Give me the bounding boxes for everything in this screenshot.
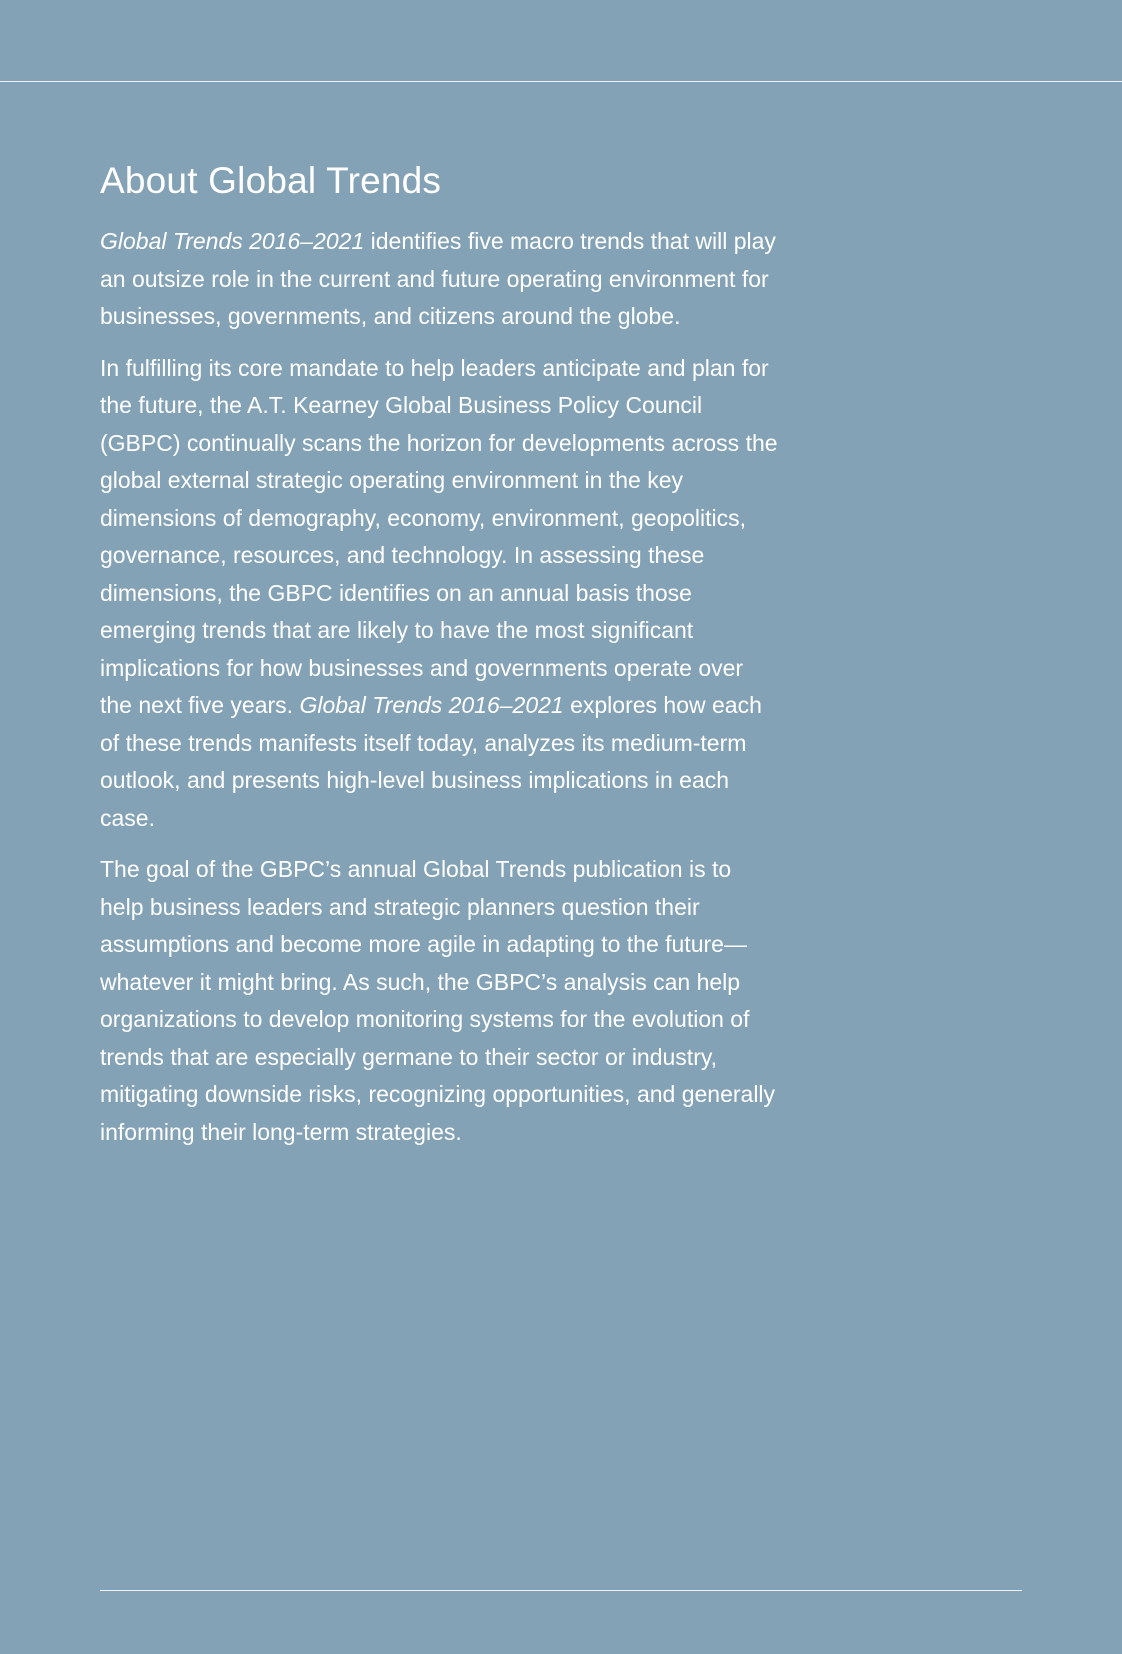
about-section — [100, 155, 780, 1165]
publication-title: Global Trends 2016–2021 — [100, 228, 365, 254]
mandate-paragraph — [100, 350, 780, 838]
mandate-text: In fulfilling its core mandate to help leaders anticipate and plan for the future, the A.T. Kearney Global Business Policy Council (GBPC) continually scans the horizon for developments across the global external strategic operating environment in the key dimensions of demography, economy, environment, geopolitics, governance, resources, and technology. In assessing these dimensions, the GBPC identifies on an annual basis those emerging trends that are likely to have the most significant implications for how businesses and governments operate over the next five years. — [100, 354, 778, 718]
intro-text: identifies five macro trends that will play an outsize role in the current and future operating environment for businesses, governments, and citizens around the globe. — [100, 228, 776, 329]
top-divider — [0, 81, 1122, 82]
bottom-divider — [100, 1590, 1022, 1591]
intro-paragraph — [100, 223, 780, 336]
page-title: About Global Trends — [100, 160, 442, 201]
publication-title-inline: Global Trends 2016–2021 — [299, 692, 564, 718]
goal-paragraph: The goal of the GBPC’s annual Global Trends publication is to help business leaders and strategic planners question their assumptions and become more agile in adapting to the future—whatever it might bring. As such, the GBPC’s analysis can help organizations to develop monitoring systems for the evolution of trends that are especially germane to their sector or industry, mitigating downside risks, recognizing opportunities, and generally informing their long-term strategies. — [100, 856, 776, 1145]
mandate-text-continued: explores how each of these trends manifests itself today, analyzes its medium-term outlook, and presents high-level business implications in each case. — [100, 692, 762, 831]
